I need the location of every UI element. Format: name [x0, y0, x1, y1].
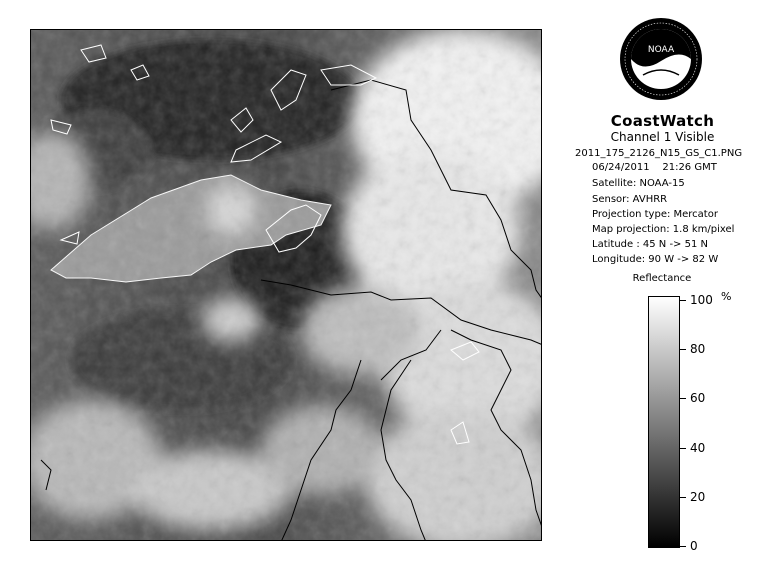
scale-tick: [680, 300, 686, 301]
legend-datetime: 06/24/2011 21:26 GMT: [592, 162, 717, 173]
noaa-seal-icon: [619, 17, 703, 101]
scale-tick: [680, 349, 686, 350]
legend-longitude: Longitude: 90 W -> 82 W: [592, 254, 719, 265]
noaa-logo: [619, 17, 703, 101]
legend-latitude: Latitude : 45 N -> 51 N: [592, 239, 708, 250]
scale-unit: %: [721, 290, 732, 303]
legend-projection-type: Projection type: Mercator: [592, 209, 718, 220]
scale-tick-label: 60: [690, 391, 706, 406]
scale-tick: [680, 448, 686, 449]
legend-title: CoastWatch: [610, 112, 715, 130]
scale-tick-label: 40: [690, 440, 706, 455]
legend-filename: 2011_175_2126_N15_GS_C1.PNG: [575, 148, 743, 159]
scale-title: Reflectance: [632, 273, 692, 284]
legend-subtitle: Channel 1 Visible: [610, 130, 715, 144]
scale-tick: [680, 546, 686, 547]
legend-sensor: Sensor: AVHRR: [592, 194, 668, 205]
scale-tick-label: 0: [690, 539, 698, 553]
svg-text:NOAA: NOAA: [647, 45, 675, 55]
scale-tick: [680, 398, 686, 399]
legend-satellite: Satellite: NOAA-15: [592, 178, 685, 189]
satellite-map: [30, 29, 542, 541]
scale-tick-label: 100: [690, 293, 713, 307]
scale-tick-label: 20: [690, 489, 706, 504]
reflectance-scale-bar: [648, 296, 680, 548]
scale-tick-label: 80: [690, 342, 706, 357]
satellite-image: [31, 30, 542, 541]
legend-map-projection: Map projection: 1.8 km/pixel: [592, 224, 735, 235]
scale-tick: [680, 497, 686, 498]
